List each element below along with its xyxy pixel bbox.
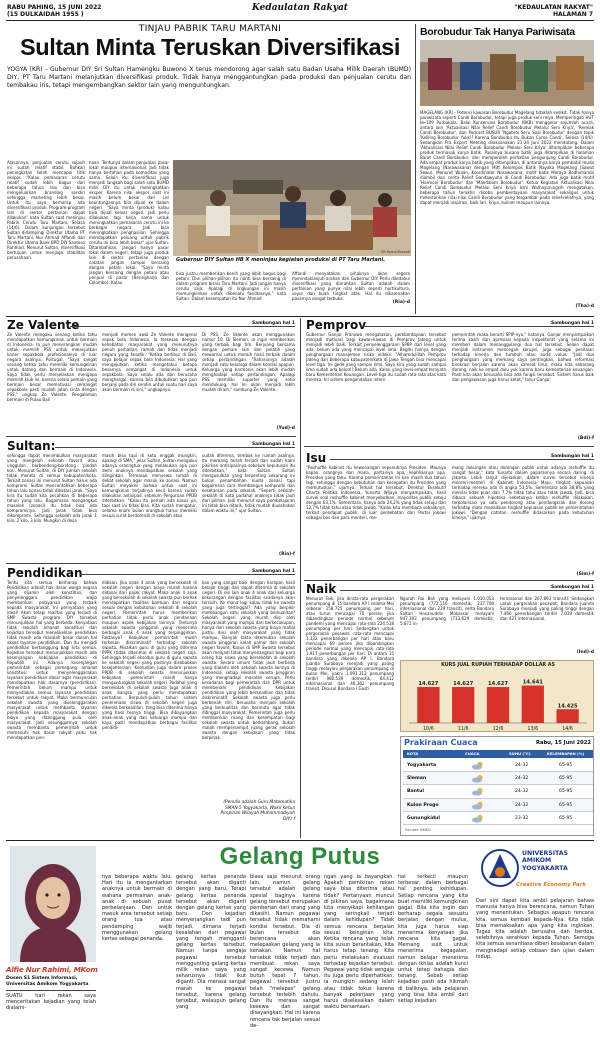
- main-headline: [6, 34, 414, 60]
- author-photo-illustration: [10, 846, 96, 962]
- rule-sultan: [6, 436, 296, 437]
- kurs-chart-title: KURS JUAL RUPIAH TERHADAP DOLLAR AS: [441, 663, 555, 668]
- weather-city: Sleman: [407, 776, 427, 782]
- cloud-sun-icon: [471, 774, 485, 783]
- zevalente-end-tag: (Yud)-d: [276, 426, 295, 431]
- sultan-col-1: sehingga dapat menimbulkan masyarakat yang mengeluh sekolah favorit atau unggulan berbondong-bondong 'pindah kos'. Menurut Sultan, di DIY jumlah sekolah tidak merata di semua kabupaten/kota. Terkait zonasi ini menurut Sultan harus ada kompromi. Sultan mencontohkan beberapa tahun lalu zonasi tidak dibatasi jarak. "Saya kira itu sudah kita pecahkan di beberapa tahun yang lalu. Bagaimana mengangkut masalah (zonasi) itu tidak bisa ada komprominya. Jadi jarak tidak bisa dikompromi. Sehingga sekolah ada jarak 1 kilo, 2 kilo, 3 kilo. Mungkin di desa: [7, 453, 97, 523]
- rule-pendidikan: [6, 563, 296, 564]
- zevalente-sambungan: Sambungan hal 1: [251, 321, 295, 326]
- cloud-sun-icon: [471, 787, 485, 796]
- isu-sambungan: Sambungan hal 1: [550, 454, 594, 459]
- pendidikan-sig-2: SMAN 5 Yogyakarta, Wakil Ketua: [225, 805, 295, 811]
- zevalente-head: Ze Valente: [7, 318, 80, 332]
- sultan-head-rule: [55, 447, 295, 448]
- opinion-col-5: ngan yang ia bayangkan. Apakah pemikiran rekan saya bisa diterima atau tidak? Pertanyaan muncul di pikiran saya, bagaimana kita menyikapi kehilangan yang seringkali terjadi dalam kehidupan? Tidak semua rencana berjalan sesuai keinginan kita. Ketika rencana yang telah kita susun berantakan, kita harus tetap tenang. Kita perlu melakukan evaluasi terhadap kejadian tersebut. Pegawai yang tidak sengaja itu juga perlu diperhatikan, ia mungkin sedang lelah atau tidak fokus karena banyak pekerjaan yang harus diselesaikan dalam waktu bersamaan.: [324, 874, 394, 1011]
- pendidikan-sig-1: (Penulis adalah Guru Matematika: [223, 800, 295, 805]
- main-right-rule: [415, 24, 416, 314]
- pendidikan-col-3: kan yang sangat baik dengan harapan hasil belajar tinggi dan dapat diterima di sekolah negeri. Di sisi lain anak 4 anak dari keluarga kekurangan dengan fasilitas seadanya akan tersisih. Ke mana lagi kalau tidak ke swasta yang juga tertinggal? Ada yang berpikir membangun satu sekolah yang berkualitas? Sekolah negeri yang murah diisi oleh masyarakat yang mampu dari berkecukupan, hanya dari sekolah swasta yang biaya mahal justru diisi oleh masyarakat yang tidak mampu. Banyak fakta ditemukan sekolah swasta pinggiran kalah pamor dan sekolah negeri favorit. Kasus di SMP Swasta tersebut akan menjadi tidak menyenangkan bagi para orang tua siswa yang bersekolah di sekolah swasta. Secara umum tidak jauh berbeda yang dialami oleh sekolah swasta lainnya di Indonesia, setiap sekolah swasta pinggiran yang menghadapi masalah serupa. Perlu kesadaran bagi pemerintah dan DPR untuk membenahi pendidikan. Kebijakan pendidikan yang lebih berkeadilan dan tidak diskriminatif. Sekolah swasta juga perlu berbenah diri, berusaha menjadi sekolah yang berkualitas dan bermutu agar tidak ditinggal masyarakat. Pemerintah juga perlu memberikan ruang dan kesempatan bagi sekolah swasta untuk berkembang, bukan malah mempersempit ruang gerak sekolah swasta dengan kebijakan yang tidak berpihak.: [202, 580, 295, 740]
- opinion-col-6: hal terkecil maupun terbesar, dalam berbagai hal penting kehidupan. Setiap rencana yang kita buat memiliki kemungkinan gagal. Bila kita ingin dan berharap segala sesuatu berjalan dengan mulus, kita juga harus siap menerima kenyataan jika rencana kita gagal. Memang sulit untuk menerima kegagalan, namun belajar menerima dengan ikhlas adalah kunci untuk tetap bahagia dan tenang. Sebab setiap kejadian pasti ada hikmah di baliknya, ada pelajaran yang bisa kita ambil dari setiap kejadian.: [398, 874, 468, 1005]
- masthead-logo: [210, 3, 390, 13]
- author-position-2: Universitas Amikom Yogyakarta: [6, 982, 89, 987]
- header-rule: [6, 20, 594, 21]
- pemprov-head-rule: [360, 326, 594, 327]
- kurs-tick-label: 10/6: [423, 727, 434, 732]
- isu-end-tag: (Sim)-f: [576, 572, 594, 577]
- rule-1: [6, 316, 594, 317]
- opinion-col-3: gelang kertas penanda tersebut akan diganti dengan yang baru. Tetapi gelang kertas penanda tersebut akan diganti dengan gelang kertas yang baru. Dan kejadian menyenangkan tadi pun terjadi, dimana terjadi kesalahan dari pegawai yang tengah mengganti gelang kertas tersebut. Namun tanpa sengaja pegawai tersebut menggunting gelang kertas milik rekan saya yang seharusnya tidak ikut diganti. Dia merasa sangat marah ke pegawai tersebut, karena gelang tersebut, walaupun gelang yang: [176, 874, 246, 1011]
- kurs-chart-plot: [401, 669, 595, 733]
- kurs-bar-label: 14.641: [522, 679, 543, 686]
- main-photo: [173, 160, 411, 256]
- main-kicker-text: TINJAU PABRIK TARU MARTANI: [138, 24, 282, 34]
- pemprov-sambungan: Sambungan hal 1: [550, 321, 594, 326]
- opinion-col-1: SUATU hari rekan saya menceritakan kejadian yang telah dialami-: [6, 993, 96, 1012]
- cloud-sun-icon: [471, 814, 485, 823]
- photo-credit: KR-Ryana Ekawati: [381, 250, 410, 254]
- kurs-bar-label: 14.627: [418, 681, 439, 688]
- zevalente-col-1: Ze Valente mengaku senang ketika tahu mendapatkan kemungkinan untuk bermain di Indonesia. Ia pun menerangkan mudah untuk memilih PSS untuk melanjutkan karier sepakbola profesionalnya di luar negara asalnya, Portugal. "Saya sangat senang ketika tahu memiliki kemungkinan untuk datang dan bermain di Indonesia. Saya tidak perlu menjelaskan mengapa memilih klub ini, karena selalu pemain yang bermain besar memotivasi semangat sepakbola pasti mudah jatuh cinta dengan PSS," ungkap Ze Valente. Pengalaman bermain di Pulau Bali: [7, 332, 97, 402]
- sultan-col-2: masih bisa tapi di kota enggak mungkin, apalagi di SMA," jelas Sultan. Sultan mengakui adanya oranngtua yang melakukan apa pun demi anaknya mendapatkan sekolah yang diinginkan. Termasuk menyewa rumah di dekat sekolah agar masuk ke zonasi. Namun Sultan meyakini bahwa untuk saat ini kemungkinan terjadinya kecil karena sudah dilakukan antisipasi sebelum Perguruan PPDB diterbitkan. "Kalau itu pernah ada kasus ya, tapi saat ini tidak bisa. Kita sudah mengatur, selama enam bulan orangtua harus memiliki sesuai surat berdomisili di sekolah atau: [102, 453, 197, 518]
- main-end-tag: (Ria)-d: [392, 300, 410, 305]
- header-date: [7, 4, 167, 18]
- opinion-col-4: biasa saja menurut orang lain, namun gelang tersebut adalah gelang spesial baginya karena gelang tersebut merupakan pemberian dari orang yang dikasihi. Namun pegawai tersebut tidak memahami kondisi tersebut. Dia di bulan tersebut dia berencana akan melepaskan gelang yang ia kenakan. Namun hal tersebut tidak terjadi dan membuat rekan saya sangat kecewa. Namun butuh tepat 7 tahun, pegawai tersebut justru telah "melepas" gelang tersebut terlebih dahulu. Dan itu merasa sangat kesewa dan sangat disayangkan. Hal ini karena rencana tak berjalan sesuai de-: [250, 874, 320, 1029]
- weather-temp: 23-32: [515, 815, 529, 821]
- amikom-name: UNIVERSITAS AMIKOM YOGYAKARTA: [522, 850, 569, 872]
- zevalente-col-2: menjadi momen awal Ze Valente mengenal sepak bola Indonesia. Ia terkesan dengan kehebatan masyarakat yang menurutnya penuh perhatian, ramah dan tidak menjadi negara yang fanatik. "Ketika berlibur di Bali, saya belajar sepak bola Indonesia. Hal yang mengejutkan ketika mengetahui betapa besarnya semangat di Indonesia untuk sepakbola. Saya selalu ada dan berusaha menghargai, karena bila dibutuhkan apa pun berjanji pada diri sendiri untuk suatu hari saya akan bermain di sini," ungkapnya.: [102, 332, 197, 392]
- masthead-text: Kedaulatan Rakyat: [252, 3, 348, 13]
- naik-col-3: ternasional dan 207.893 transit). Sedangkan untuk pergerakan pesawat, Bandara Juanda Surabaya menjadi yang paling tinggi dengan 7.466 penerbangan terdiri 7.039 domestik dan 427 internasional.: [500, 596, 594, 621]
- author-divider: [6, 990, 96, 991]
- kurs-chart: [400, 660, 594, 732]
- pendidikan-sig-4: DIY)-f: [283, 816, 295, 822]
- weather-city: Kulon Progo: [407, 802, 439, 808]
- cloud-sun-icon: [471, 801, 485, 810]
- main-col-2: haan. Tentunya dalam penjualan pasar lokal maupun internasional. Jadi tidak hanya bertahan pada komoditas yang sama. Selain itu diversifikasi juga menjadi langkah bagi salah satu BUMD milik DIY itu untuk meningkatkan ekspor. Karena nilai ekspor saat ini masih belum besar dari sisi keuntungannya bila dijual ke dalam negeri. "Saya minta (produk) kalau bisa dijual keluar negeri. Jadi perlu dilakukan lagi kerja sama untuk meningkatkan pemasaran cerutu ini ke berbagai negara. Jadi bisa meningkatkan penghasilan. Sehingga mendapatkan peluang untuk pabrik cerutu ini bisa lebih besar" ujar Sultan. Ditambahkan, jangan hanya pasar lokal dalam negeri, tetapi juga produk lain di sektor pertanian dengan catatan jangan sampai bersaing dengan petani lokal. "Saya minta jangan bersaing dengan petani atau penjual di pasar (Beringharjo dan Colombo). Kalau: [89, 160, 169, 285]
- weather-row: [403, 772, 593, 785]
- weather-col-city: KOTA: [407, 751, 419, 756]
- naik-head-rule: [340, 590, 594, 591]
- amikom-logo: [476, 846, 594, 894]
- borobudur-end-tag: (Tha)-d: [575, 304, 594, 309]
- main-headline-text: Sultan Minta Teruskan Diversifikasi: [20, 34, 400, 60]
- mid-vertical-rule: [300, 318, 301, 838]
- kurs-tick-label: 13/6: [527, 727, 539, 732]
- pemprov-col-1: Gubernur Ganjar Pranowo mengatakan, pemberdayaan tersebut menjadi motivasi bagi kawan-kawan di Pemprov Jateng untuk menjadi lebih baik. Terkait penyelenggaraan SPBP dari level yang ada, belum ada yang mencapai level lima. Begitu halnya dengan penghargaan manajemen risiko indeks. "Alhamdulillah Pemprov Jateng dan beberapa kabupaten/kota di Jawa Tengah bisa mencapai level tiga. Ini gede yang sampai lima. Saya kira yang sudah sampai lima sudah ada belum? Belum ada. Kalau yang level empat ternyata baru Kementerian Keuangan. Level tiga itu sudah rata-rata atas kata mereka. Ini sistem pengendalian intern: [306, 332, 446, 382]
- pemprov-col-2: pemerintah maka berarti SPIP-nya," katanya. Ganjar menyampaikan terima kasih dan apresiasi kepada inspektorat yang selama ini memberi dalam menanggulangi dua hal tersebut. Selain dapat menjadi instrumen mencegah korupsi, juga sebagai penilaian terhadap kinerja dan tumbuh atau audit value. "Jadi dua penghargaan yang memang saya pentingkan, bahwa reformasi birokrasi berjalan karena akan samsat lima, maka kita sekarang dorong, naik ke empat dulu yuk karena baru kementerian keuangan. Pasti kita akan berusaha bisa ada fungsi tersebut. Sistem harus baik dan pengawasan juga harus ketat," tutur Ganjar.: [452, 332, 594, 382]
- zevalente-head-rule: [70, 326, 295, 327]
- main-lead: [7, 66, 411, 90]
- main-col-3: bisa justru memberikan benih yang lebih bagus bagi petani. Dari pilihan-pilihan itu nanti bisa bersaing di dalam program bisnis Taru Martani. Jadi jangan hanya cerutu saja. Apalagi di lingkungan ini masih memungkinkan untuk dibenahi fasilitasnya," kata Sultan. Dalam kesempatan itu Nur Ahmad: [176, 271, 286, 301]
- rule-naik: [304, 580, 594, 581]
- weather-city: Bantul: [407, 789, 424, 795]
- weather-city: Gunungkidul: [407, 815, 440, 821]
- main-photo-illustration: [173, 160, 411, 256]
- pendidikan-col-2: didikan. Jika anak 4 anak yang bersekolah di sekolah negeri dengan biaya murah karena didanai dari pajak rakyat. Maka anak 4 anak yang bersekolah di sekolah swasta pun berhak mendapatkan fasilitas bantuan dari negara sesuai dengan kebutuhan sekolah di sekolah negeri. Pemerintah harus memberikan perhatian tidak perlu anak pendanaan maupun aspek kebijakan lainnya. Tentunya sekolah swasta pinggiran yang menerima berbagai anak 4 anak yang terpinggirkan. Faktanya? Kebijakan pemerintah masih terkesan diskriminatif terhadap sekolah swasta. Misalkan guru di guru yang diterima PPPK (tidak diterima) di sekolah negeri saja. Sehingga terjadi eksodus guru di guru swasta ke sekolah negeri yang pastinya disebabkan kesejahteraan. Kemudian juga dalam proses PPDB di sekolah swasta menunjukkan kebijakan pemerintah masih hanya menguntungkan sekolah negeri. Padahal yang bersekolah di sekolah swasta juga anak 4 anak bangsa yang perlu mendapatkan perhatian. Berpuluh-puluh tahun sistem penerimaan siswa di sekolah negeri juga dikelola berkeadilan. Yang bisa diterima hanya yang hasil tesnya tinggi. Bisa dibayangkan anak-anak yang dari keluarga mampu dan kaya pasti mendapatkan berbagai fasilitas pendidi-: [102, 580, 197, 730]
- weather-rows: [403, 759, 593, 825]
- naik-end-tag: (Ind)-d: [576, 650, 594, 655]
- header-right: [433, 4, 593, 18]
- main-col-1: Alasannya, penjualan cerutu sejauh ini sudah relatif stabil. Bahkan peningkatan telah mencapai titik ekspor. "Kalau pemasaran cerutu relatif sudah lebih bagus dari beberapa tahun lalu dan bisa mengeluarkan branding sendiri sehingga marketing lebih besar. Untuk itu saya berharap ada diversifikasi produk. Program-program lain di sektor pertanian dapat dilakukan" kata Sultan saat meninjau Pabrik Cerutu Taru Martani, Selasa (14/6). Dalam kunjungan tersebut Sultan didampingi Direktur Utama PT Taru Martani, Nur Ahmad Affandi dan Direktur Utama Bank BPD DIY Santoso Rohmad. Menurut Sultan, diversifikasi bertujuan untuk menjaga stabilitas perusahaan.: [7, 160, 85, 260]
- pemprov-head: Pemprov: [306, 318, 367, 332]
- weather-humidity: 65-95: [559, 776, 573, 782]
- borobudur-photo-illustration: [420, 40, 594, 106]
- kurs-bar: [522, 685, 544, 723]
- weather-row: [403, 799, 593, 812]
- weather-temp: 24-32: [515, 789, 529, 795]
- weather-row: [403, 759, 593, 772]
- weather-col-hum: KELEMBAPAN (%): [547, 751, 585, 756]
- author-position-1: Dosen S1 Sistem Informasi,: [6, 976, 78, 981]
- weather-city: Yogyakarta: [407, 763, 437, 768]
- isu-col-1: "Reshuffle kabinet itu kewenangan sepenuhnya Presiden. Maunya kapan, orangnya dan mana, partainya apa, keahliannya apa. Presiden yang tahu. Karena pemerintahan ini kan masih dua tahun lagi, sehingga dengan kebutuhan dan kecepatan itu Presiden yang memutuskan," ujarnya. Terkait hal tersebut, Direktur Eksekutif Charta Politika Indonesia, Yunarto Wijaya menyampaikan, hasil survei soal reshuffle kabinet menyebutkan, mayoritas publik setuju dengan 63,1%. Sementara, hanya ada 24,2% yang tidak setuju dan 12,7% tidak tahu atau tidak jawab. "Kalau kita membaca sebaliknya, terkait pendapat publik, di luar perdebatan dari Partai Jokowi sebagai bos dan para menteri, me-: [306, 465, 446, 520]
- page-number: HALAMAN 7: [552, 11, 593, 18]
- isu-col-2: mang dukungan atau dorongan publik untuk adanya reshuffle itu sangat besar," kata Yunarto dalam paparannya secara daring, di Jakarta. Lebih lanjut dijelaskan, dalam survei tersebut kinerja menteri-menteri di Kabinet Indonesia Maju, tingkat kepuasan terhadap mereka ada di angka 53,5%. Sementara ada 38,8% yang menilai tidak puas dan 7,7% tidak tahu atau tidak jawab. Jadi, bisa dibaca sebuah hipotesa sebetulnya ketika reshuffle dilakukan, terpolarisasi ya satu pendorong atau pendongkrak dan dorong terhadap mata menaikkan tingkat kepuasan publik ke pemerintahan Jokowi. "Dengan catatan, reshuffle didasarkan pada kebutuhan kinerja," ujarnya.: [452, 465, 594, 520]
- header-slogan: "KEDAULATAN RAKYAT": [514, 4, 593, 11]
- author-name: Alfie Nur Rahimi, MKom: [6, 965, 98, 974]
- naik-head: Naik: [306, 582, 337, 596]
- naik-col-1: Menurut Faik, jika dirata-rata pergerakan penumpang di 15 bandara AP I selama Mei sebesar 158.725 penumpang per hari, atau turun mencapai 70 persen jika dibandingkan periode normal sebelum pandemi yang mencapai rata-rata 224.518 penumpang per hari. Sedangkan untuk pergerakan pesawat, rata-rata mencapai 1.332 penerbangan per hari atau baru mencapai 69 persen jika dibandingkan periode normal yang mencapai rata-rata 1.917 penerbangan per hari. Di antara 15 bandara yang dikelola AP I, Bandara Juanda Surabaya menjadi yang paling tinggi melayani pergerakan penumpang di bulan Mei, yakni 1.091.313 penumpang terdiri 980.539 domestik, 64.412 internasional dan 46.362 penumpang transit. Disusul Bandara I Gusti: [306, 596, 394, 691]
- amikom-tag: Creative Economy Park: [516, 882, 586, 888]
- weather-col-weather: CUACA: [465, 751, 480, 756]
- kurs-bar: [487, 687, 509, 723]
- amikom-emblem-icon: [480, 848, 520, 888]
- kurs-tick-label: 14/6: [562, 727, 573, 732]
- weather-col-temp: SUHU (°C): [509, 751, 531, 756]
- naik-sambungan: Sambungan hal 1: [550, 585, 594, 590]
- weather-humidity: 65-95: [559, 802, 573, 808]
- weather-temp: 24-32: [515, 763, 529, 768]
- kurs-bar-label: 14.627: [453, 681, 474, 688]
- naik-col-2: Ngurah Rai Bali yang melayani 1.010.053 penumpang (772.116 domestik, 237.708 internasional dan 229 transit), serta Bandara Sultan Hasanuddin Makassar melayani 947.393 penumpang (733.629 domestik, 5.871 in-: [400, 596, 494, 626]
- weather-source: Sumber: BMKG: [405, 828, 431, 832]
- opinion-title: Gelang Putus: [219, 843, 381, 870]
- weather-header: [403, 750, 593, 758]
- isu-head: Isu: [306, 451, 327, 465]
- weather-box: [400, 736, 594, 836]
- kurs-bar: [452, 687, 474, 723]
- kurs-bar: [417, 687, 439, 723]
- kurs-bar-label: 14.425: [557, 703, 578, 710]
- opinion-col-7: Dari sini dapat kita ambil pelajaran bahwa manusia hanya bisa berencana, namun Tuhan yang menentukan. Sebagus apapun rencana kita, semua kembali kepada-Nya. Kita tidak bisa memaksakan apa yang kita inginkan. Tugas kita adalah berusaha dan berdoa, selebihnya serahkan kepada Tuhan. Semoga kita semua senantiasa diberi kesabaran dalam menghadapi setiap cobaan dan ujian dalam hidup.: [476, 898, 594, 960]
- kurs-bar: [556, 709, 578, 723]
- weather-humidity: 65-95: [559, 815, 573, 821]
- sultan-head: Sultan:: [7, 439, 56, 453]
- isu-head-rule: [330, 459, 594, 460]
- sultan-sambungan: Sambungan hal 1: [251, 442, 295, 447]
- pendidikan-signature: [202, 800, 295, 822]
- borobudur-photo: [420, 40, 594, 106]
- borobudur-body: MAGELANG (KR) - Potensi kawasan Borobudur Magelang tidaklah sedikit. Tidak hanya pariwisata seperti Candi Borobudur, tetapi juga produk seni relya. Memperingati HUT ke-109 Purbakala, Balai Konservasi Borobudur (BKB) menggelar sejumlah acara, antara lain 'Aktualisasi Nilai Relief Candi Borobudur Melalui Seni Kriya', 'Rereiak Candi Borobudur', dan Podcast BUSUR 'Ngobrol Seru Soal Borobudur' dengan topik 'Keliling Borobudur Yukk!! Karena Borobudur Itu Bukan Cuma Candi', Selasa (14/6). Sedangkan Pra Expert Meeting dilaksanakan 21-24 Juni 2022 mendatang. Dalam 'Aktualisasi Nilai Relief Candi Borobudur Melalui Seni Kriya' ditampilkan beberapa produk termasuk karya batik. Pasalnya busana batik juga ditampilkan di halaman Barat Candi Borobudur, dan memperoleh perhatian pengunjung Candi Borobudur. Ada empat produk karya batik yang ditampilkan, di antaranya karya pembatik muda Magelang (Narawasana) dengan Mitt Kelompok Batik Nayaka Magelang (Sawut Sewu). Menurut Wulan, Koordinator Narawasana, motif batik Meraya Bodhimanda diambil dari cerita Relief Gandawyuha di Candi Borobudur. Ada juga batik motif 'Harmoni Borobudur' dan 'Mandalam Borobudur'. Ketua Kegiatan Aktualisasi Nilai Relief Candi Borobudur Melalui Seni Kriya Ismi Walhayuningsih mengatakan, beberapa tahun terakhir dicoba pemberdayaan masyarakat sekaligus untuk melestarikan nilai-nilai Candi Borobudur yang tergambar pada relief-reliefnya, yang dapat menjadi inspirasi, baik lari, kriya, kuliner maupun lainnya.: [420, 110, 594, 205]
- main-col-4: Affandi menyatakan, pihaknya akan segera menindaklanjuti arahan dari Gubernur DIY. Perlu diketahui diversifikasi yang diarahkan Sultan adalah dalam pertanian yang punya nilai lebih seperti hortikultura, sayur dan buah tingkat atas. Hal itu dikarenakan pasarnya sangat terbuka.: [292, 271, 410, 301]
- sultan-end-tag: (Ria)-f: [279, 552, 295, 557]
- weather-humidity: 65-95: [559, 789, 573, 795]
- kurs-tick-label: 11/6: [457, 727, 469, 732]
- cloud-sun-icon: [471, 761, 485, 770]
- kurs-tick-label: 12/6: [492, 727, 504, 732]
- weather-temp: 24-32: [515, 802, 529, 808]
- pendidikan-sig-3: Pimpinan Wilayah Muhammadiyah: [220, 811, 295, 817]
- weather-humidity: 65-95: [559, 763, 573, 768]
- header-date-line1: RABU PAHING, 15 JUNI 2022: [7, 4, 102, 11]
- main-kicker: [20, 24, 400, 34]
- author-photo: [10, 846, 96, 962]
- rule-isu: [304, 446, 594, 447]
- weather-row: [403, 812, 593, 825]
- zevalente-col-3: Di PSS, Ze Valente akan menggunakan nomor 10. Di Sleman, ia ingin memberikan yang terbaik bagi tim. Berjuang bersama dengan pemain lain dan pelatih yang mewarnai untuk meraih hasil terbaik dalam setiap pertandingan. "Rahasianya adalah menjadi satu keluarga dalam kondisi apapun. Keluarga yang harmonis akan lebih mudah menghadapi setiap pertandingan. Apalagi PSS memiliki suporter yang setia mendukung, hal ini akan menjadi lebih mudah diraih," sambung Ze Valente.: [202, 332, 295, 392]
- header-date-line2: (15 DULKAIDAH 1955 ): [7, 11, 84, 18]
- weather-row: [403, 785, 593, 798]
- pemprov-end-tag: (Bdi)-f: [577, 436, 594, 441]
- borobudur-headline: Borobudur Tak Hanya Pariwisata: [420, 26, 575, 38]
- weather-date: Rabu, 15 Juni 2022: [535, 740, 591, 746]
- weather-temp: 24-32: [515, 776, 529, 782]
- pendidikan-col-1: Tentu kita semua berharap bahwa Pendidikan adalah hak dasar warga negara yang dijamin oleh konstitusi, dan penyelenggara pendidikan wajib memberikan pelayanan yang terbaik kepada masyarakat. Ini pernyataan yang ideal! Akan tetapi realitas yang terjadi di SMP Swasta program DIY tersebut menunjukkan hal yang berbeda. Kenyataan tidak sekolah amanat konstitusi dan kejadian tersebut menelikeklan pendidikan tidak masih ada masalah besar dalam hal akses layanan pendidikan. Dan itu menjadi pendidikan bertanggung bagi kita semua. Kejadian tersebut menunjukkan masih ada kesenjangan kebijakan pendidikan di Republik ini. Adanya kesenjangan pemerintah sebagai pemegang amanat konstitusi untuk menyelenggarakan layanan pendidikan dasar agar masyarakat mendapatkan hak dasarnya (pendidikan). Pemerintah belum mampu untuk menyediakan semua layanan pendidikan tersebut untuk rakyat. Maka bermunculan sekolah swasta yang diselenggarakan masyarakat untuk membantu layanan pendidikan kepada masyarakat dengan biaya yang ditanggung pula oleh masyarakat. Jadi sesungguhnya sekolah swasta membantu pemerintah untuk memenuhi hak dasar rakyat yaitu hak mendapatkan pen-: [7, 580, 97, 740]
- rule-opinion: [6, 840, 594, 841]
- pendidikan-head-rule: [80, 574, 295, 575]
- opinion-col-2: nya beberapa waktu lalu. Hari itu ia mengantarkan anaknya untuk bermain di wahana permainan anak-anak di sebuah pusat perbelanjaan. Dan untuk masuk area tersebut setiap orang tua atau pendamping wajib menggunakan gelang kertas sebagai penanda.: [102, 874, 172, 943]
- pendidikan-sambungan: Sambungan hal 1: [251, 569, 295, 574]
- main-lead-text: YOGYA (KR) - Gubernur DIY Sri Sultan Hamengku Buwono X terus mendorong agar salah satu Badan Usaha Milik Daerah (BUMD) DIY, PT Taru Martani melanjutkan diversifikasi produk. Tidak hanya menggantungkan pada produksi dan penjualan cerutu dan tembakau iris, tetapi mengembangkan sektor lain yang menguntungkan.: [7, 66, 411, 90]
- pendidikan-head: Pendidikan: [7, 566, 83, 580]
- kurs-bar-label: 14.627: [487, 681, 509, 688]
- weather-title: Prakiraan Cuaca: [404, 738, 478, 747]
- sultan-col-3: sudah diterima, tembok ke rumah asalnya. Itu memang terlah terjadi dan sudah kami pikirkan antisipasinya sebelum keputusan itu diterbitkan," kata Sultan. Sultan mengusulkan yang terpenting sekarang ini bukan penambahan kuota zonasi tapi bagaimana cara membangun kompromi dan kesetaraan pada sekolah. "Seperti sekolah-sekolah di kota padahal anaknya tidak jauh dari pilihan. Jadi menurut saya pembelajaran ini tidak bisa ditarik, tidak mudah diusahakan dalam waktu ini," ujar Sultan.: [202, 453, 295, 513]
- main-caption: Gubernur DIY Sultan HB X meninjau kegiatan produksi di PT Taru Martani.: [176, 257, 386, 263]
